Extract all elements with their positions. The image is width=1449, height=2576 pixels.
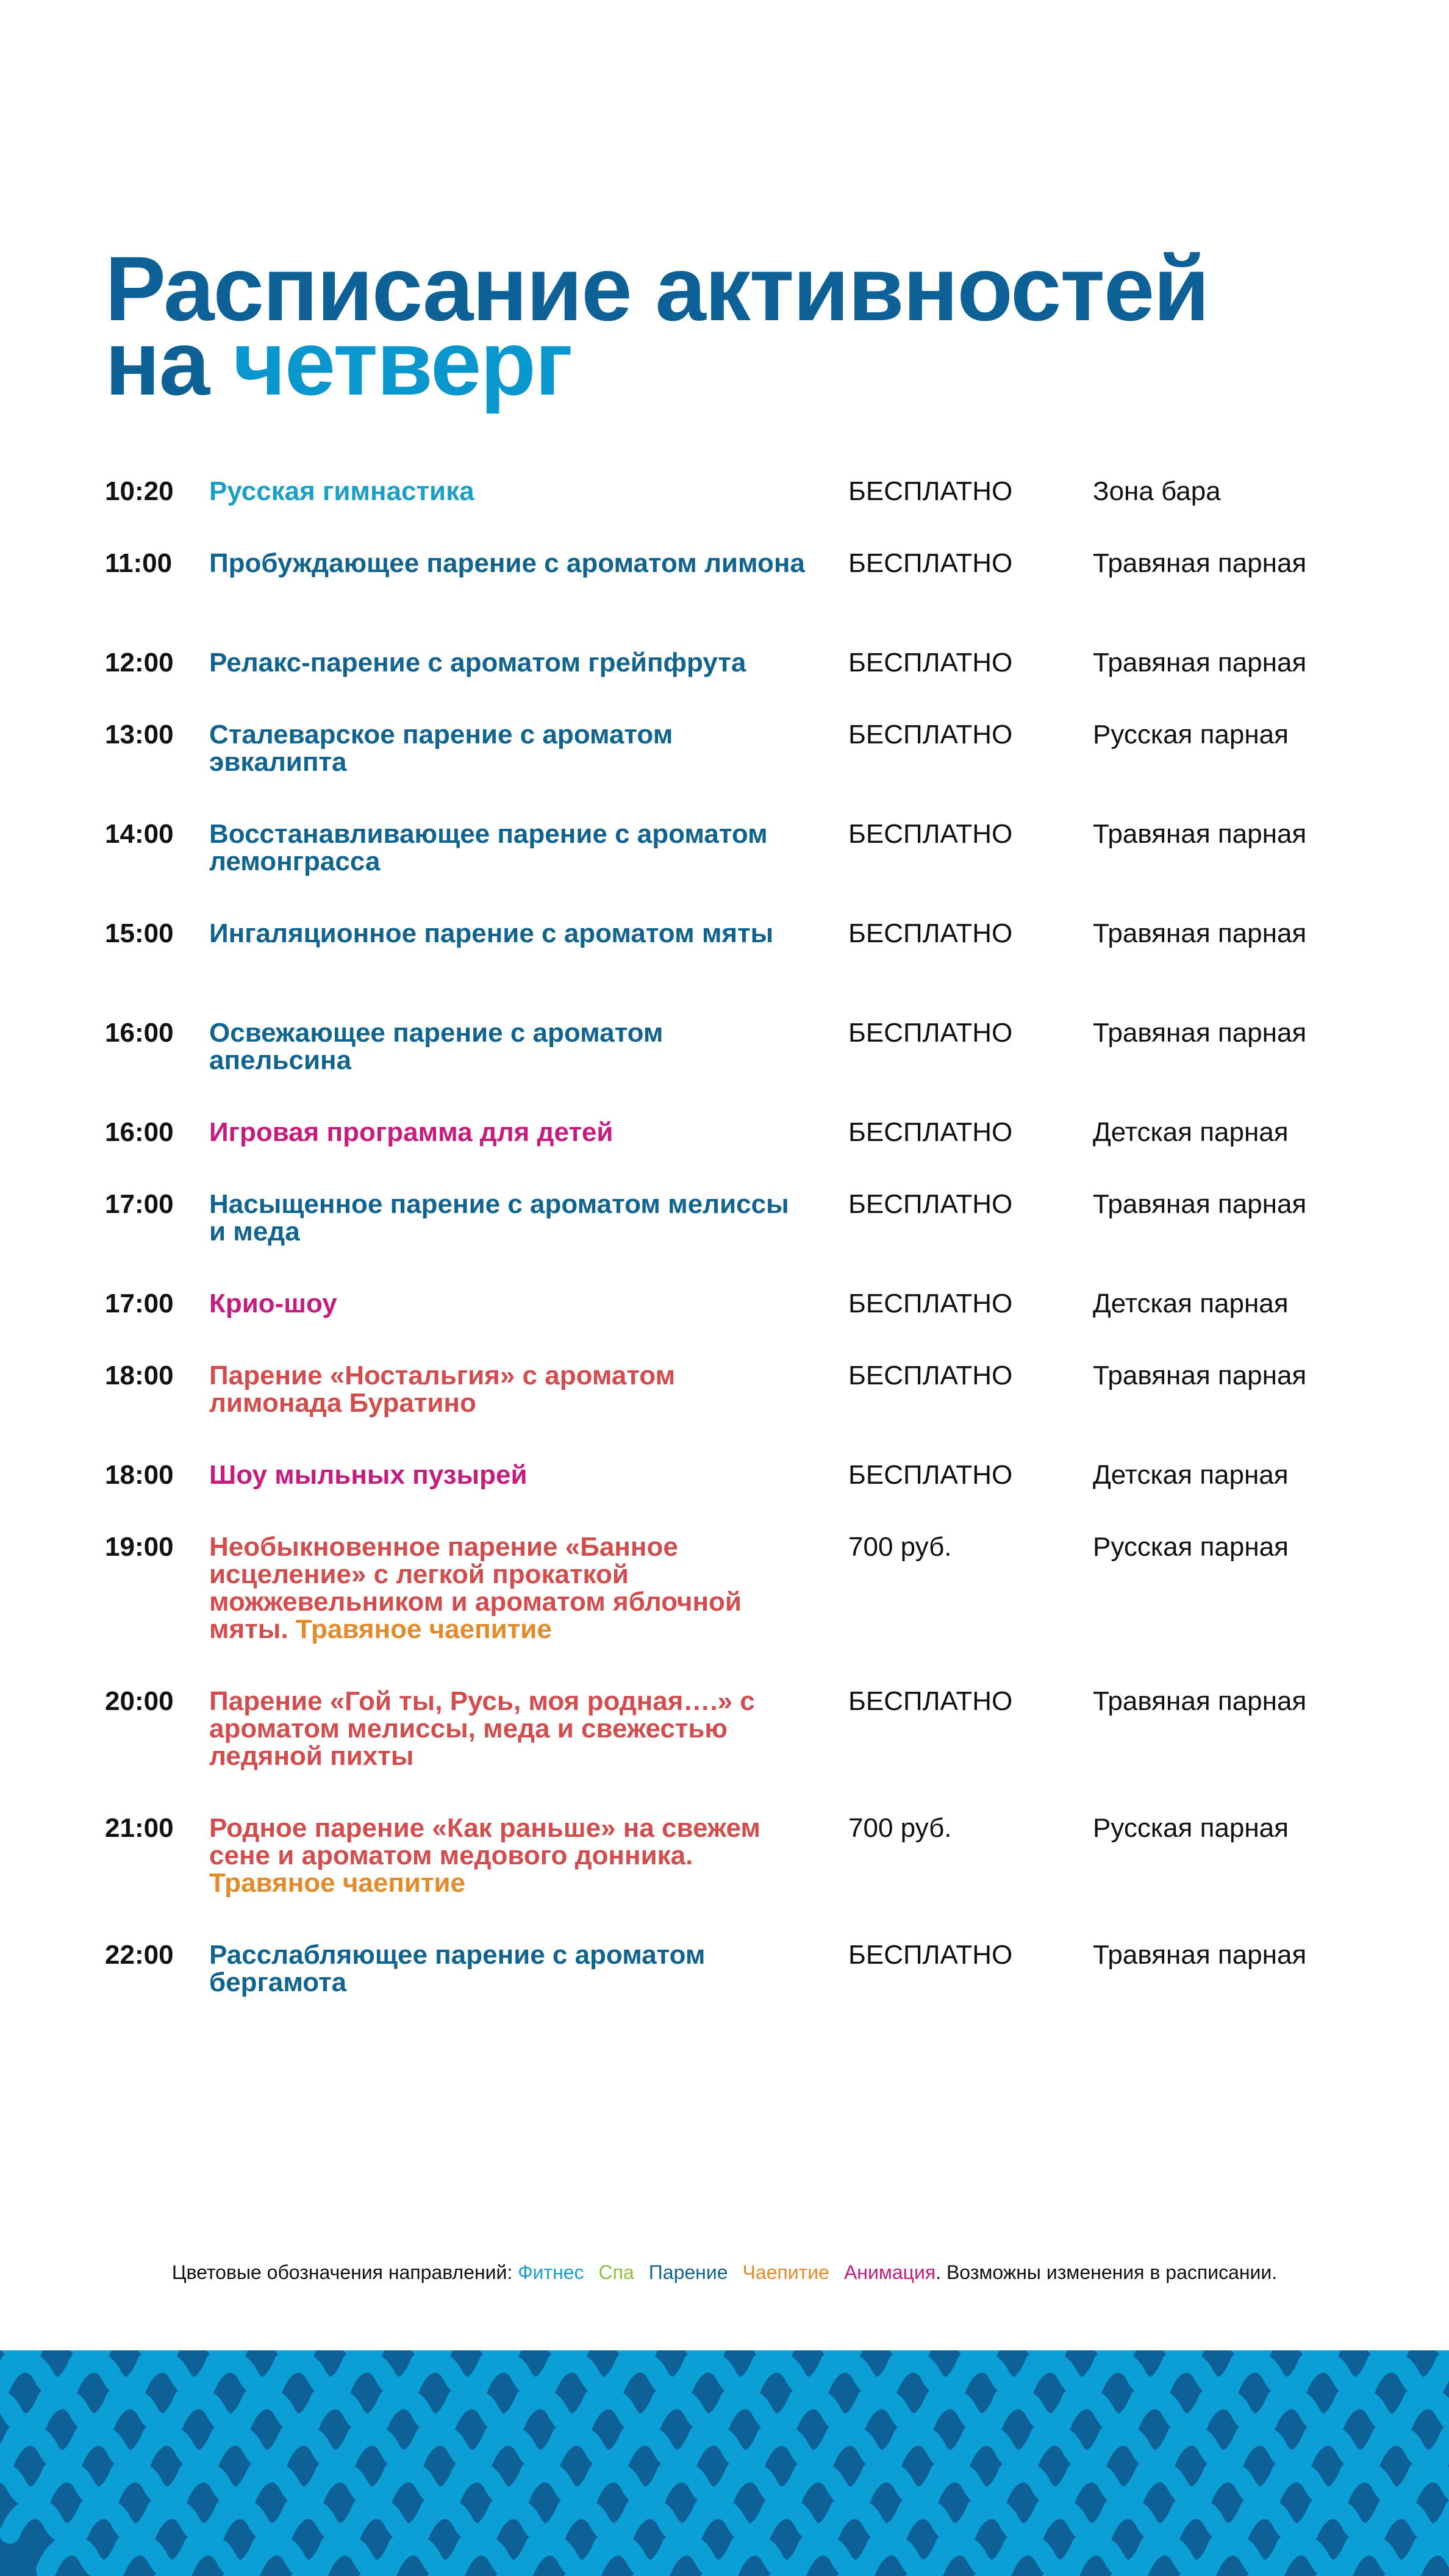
row-price: БЕСПЛАТНО xyxy=(848,918,1013,948)
row-activity xyxy=(209,1533,807,1643)
row-location: Русская парная xyxy=(1093,1813,1289,1843)
legend-item-fitness: Фитнес xyxy=(518,2261,584,2283)
wave-stroke xyxy=(1444,2509,1449,2534)
legend-prefix: Цветовые обозначения направлений: xyxy=(171,2261,518,2283)
activity-text: Расслабляющее парение с ароматом бергамота xyxy=(209,1940,706,1997)
row-activity xyxy=(209,920,807,947)
row-activity xyxy=(209,1190,807,1245)
wave-pattern-graphic xyxy=(0,2350,1449,2576)
wave-stroke xyxy=(1408,2472,1449,2497)
row-location: Травяная парная xyxy=(1093,819,1307,849)
row-activity xyxy=(209,1019,807,1074)
row-time: 16:00 xyxy=(105,1117,174,1147)
row-time: 19:00 xyxy=(105,1532,174,1562)
row-activity xyxy=(209,820,807,875)
row-price: БЕСПЛАТНО xyxy=(848,1940,1013,1970)
wave-stroke xyxy=(1412,2546,1449,2571)
row-price: БЕСПЛАТНО xyxy=(848,548,1013,578)
row-time: 21:00 xyxy=(105,1813,174,1843)
row-location: Травяная парная xyxy=(1093,1940,1307,1970)
title-line-2-prefix: на xyxy=(105,312,233,414)
legend-item-anim: Анимация xyxy=(843,2261,936,2283)
row-price: БЕСПЛАТНО xyxy=(848,648,1013,678)
activity-text: Релакс-парение с ароматом грейпфрута xyxy=(209,648,746,678)
row-location: Травяная парная xyxy=(1093,548,1307,578)
legend-item-spa: Спа xyxy=(598,2261,634,2283)
title-line-1: Расписание активностей xyxy=(105,237,1209,340)
row-location: Зона бара xyxy=(1093,476,1221,506)
activity-text: Восстанавливающее парение с ароматом лемонграсса xyxy=(209,819,768,876)
wave-stroke xyxy=(1403,2399,1449,2424)
row-price: БЕСПЛАТНО xyxy=(848,1361,1013,1390)
row-activity xyxy=(209,1118,807,1146)
row-activity xyxy=(209,649,807,676)
row-activity xyxy=(209,478,807,505)
row-price: БЕСПЛАТНО xyxy=(848,1117,1013,1147)
row-activity xyxy=(209,1687,807,1770)
activity-text: Травяное чаепитие xyxy=(209,1868,466,1898)
activity-text: Родное парение «Как раньше» на свежем сене и ароматом медового донника. xyxy=(209,1813,760,1870)
row-location: Травяная парная xyxy=(1093,918,1307,948)
wave-stroke xyxy=(1434,2363,1449,2388)
row-time: 20:00 xyxy=(105,1686,174,1716)
wave-stroke xyxy=(1439,2436,1449,2461)
row-location: Травяная парная xyxy=(1093,1361,1307,1390)
row-time: 17:00 xyxy=(105,1189,174,1219)
row-activity xyxy=(209,1290,807,1317)
row-time: 17:00 xyxy=(105,1289,174,1318)
legend-suffix: . Возможны изменения в расписании. xyxy=(936,2261,1278,2283)
footer-wave-pattern xyxy=(0,2350,1449,2576)
color-legend xyxy=(0,2260,1449,2284)
row-activity xyxy=(209,1461,807,1489)
row-price: БЕСПЛАТНО xyxy=(848,1289,1013,1318)
activity-text: Парение «Ностальгия» с ароматом лимонада Буратино xyxy=(209,1361,676,1418)
row-time: 10:20 xyxy=(105,476,174,506)
row-activity xyxy=(209,549,807,577)
activity-text: Ингаляционное парение с ароматом мяты xyxy=(209,918,774,948)
row-location: Детская парная xyxy=(1093,1117,1289,1147)
activity-text: Насыщенное парение с ароматом мелиссы и меда xyxy=(209,1189,789,1247)
row-activity xyxy=(209,721,807,776)
row-price: БЕСПЛАТНО xyxy=(848,1460,1013,1490)
row-price: БЕСПЛАТНО xyxy=(848,1686,1013,1716)
row-price: 700 руб. xyxy=(848,1813,952,1843)
row-activity xyxy=(209,1941,807,1996)
activity-text: Сталеварское парение с ароматом эвкалипта xyxy=(209,720,673,777)
row-price: БЕСПЛАТНО xyxy=(848,1189,1013,1219)
row-location: Детская парная xyxy=(1093,1460,1289,1490)
row-price: БЕСПЛАТНО xyxy=(848,720,1013,750)
row-time: 14:00 xyxy=(105,819,174,849)
row-time: 11:00 xyxy=(105,548,173,578)
activity-text: Освежающее парение с ароматом апельсина xyxy=(209,1018,664,1075)
row-time: 18:00 xyxy=(105,1361,174,1390)
row-location: Травяная парная xyxy=(1093,648,1307,678)
row-location: Русская парная xyxy=(1093,720,1289,750)
legend-item-tea: Чаепитие xyxy=(742,2261,829,2283)
row-location: Травяная парная xyxy=(1093,1189,1307,1219)
row-time: 16:00 xyxy=(105,1018,174,1048)
activity-text: Шоу мыльных пузырей xyxy=(209,1460,528,1490)
activity-text: Травяное чаепитие xyxy=(295,1614,552,1644)
row-price: БЕСПЛАТНО xyxy=(848,476,1013,506)
row-location: Русская парная xyxy=(1093,1532,1289,1562)
row-location: Детская парная xyxy=(1093,1289,1289,1318)
row-price: 700 руб. xyxy=(848,1532,952,1562)
row-time: 12:00 xyxy=(105,648,174,678)
legend-item-steam: Парение xyxy=(648,2261,728,2283)
row-time: 18:00 xyxy=(105,1460,174,1490)
row-price: БЕСПЛАТНО xyxy=(848,819,1013,849)
title-day: четверг xyxy=(232,312,572,414)
row-location: Травяная парная xyxy=(1093,1018,1307,1048)
row-time: 15:00 xyxy=(105,918,174,948)
row-activity xyxy=(209,1814,807,1897)
activity-text: Игровая программа для детей xyxy=(209,1117,614,1147)
row-location: Травяная парная xyxy=(1093,1686,1307,1716)
activity-text: Пробуждающее парение с ароматом лимона xyxy=(209,548,805,578)
activity-text: Русская гимнастика xyxy=(209,476,474,506)
activity-text: Парение «Гой ты, Русь, моя родная….» с ароматом мелиссы, меда и свежестью ледяной пихты xyxy=(209,1686,755,1771)
activity-text: Необыкновенное парение «Банное исцеление» с легкой прокаткой можжевельником и ароматом яблочной мяты. xyxy=(209,1532,742,1644)
row-price: БЕСПЛАТНО xyxy=(848,1018,1013,1048)
row-activity xyxy=(209,1362,807,1417)
activity-text: Крио-шоу xyxy=(209,1289,337,1318)
row-time: 13:00 xyxy=(105,720,174,750)
row-time: 22:00 xyxy=(105,1940,174,1970)
